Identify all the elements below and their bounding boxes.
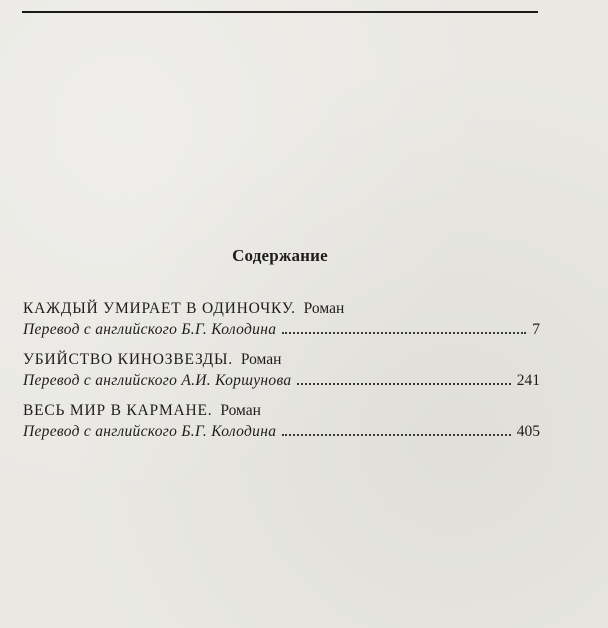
toc-entry	[23, 298, 540, 340]
toc-entry	[23, 349, 540, 391]
entry-page-number: 405	[516, 423, 540, 440]
entry-title: КАЖДЫЙ УМИРАЕТ В ОДИНОЧКУ.	[23, 300, 296, 317]
dot-leader	[297, 382, 510, 385]
dot-leader	[282, 433, 510, 436]
entry-translator: Перевод с английского Б.Г. Колодина	[23, 423, 277, 440]
entry-page-number: 241	[516, 372, 540, 389]
entry-translator-line	[23, 370, 540, 391]
entry-title-line	[23, 298, 540, 319]
entry-translator-line	[23, 319, 540, 340]
table-of-contents	[23, 298, 540, 451]
dot-leader	[282, 331, 526, 334]
top-rule	[22, 11, 538, 13]
toc-entry	[23, 400, 540, 442]
entry-title: ВЕСЬ МИР В КАРМАНЕ.	[23, 402, 213, 419]
entry-title-line	[23, 400, 540, 421]
entry-translator-line	[23, 421, 540, 442]
entry-page-number: 7	[532, 321, 540, 338]
entry-title-line	[23, 349, 540, 370]
toc-heading: Содержание	[232, 246, 328, 265]
entry-genre: Роман	[240, 351, 282, 368]
entry-genre: Роман	[220, 402, 261, 419]
entry-translator: Перевод с английского А.И. Коршунова	[23, 372, 292, 389]
entry-title: УБИЙСТВО КИНОЗВЕЗДЫ.	[23, 351, 233, 368]
entry-genre: Роман	[303, 300, 345, 317]
entry-translator: Перевод с английского Б.Г. Колодина	[23, 321, 277, 338]
